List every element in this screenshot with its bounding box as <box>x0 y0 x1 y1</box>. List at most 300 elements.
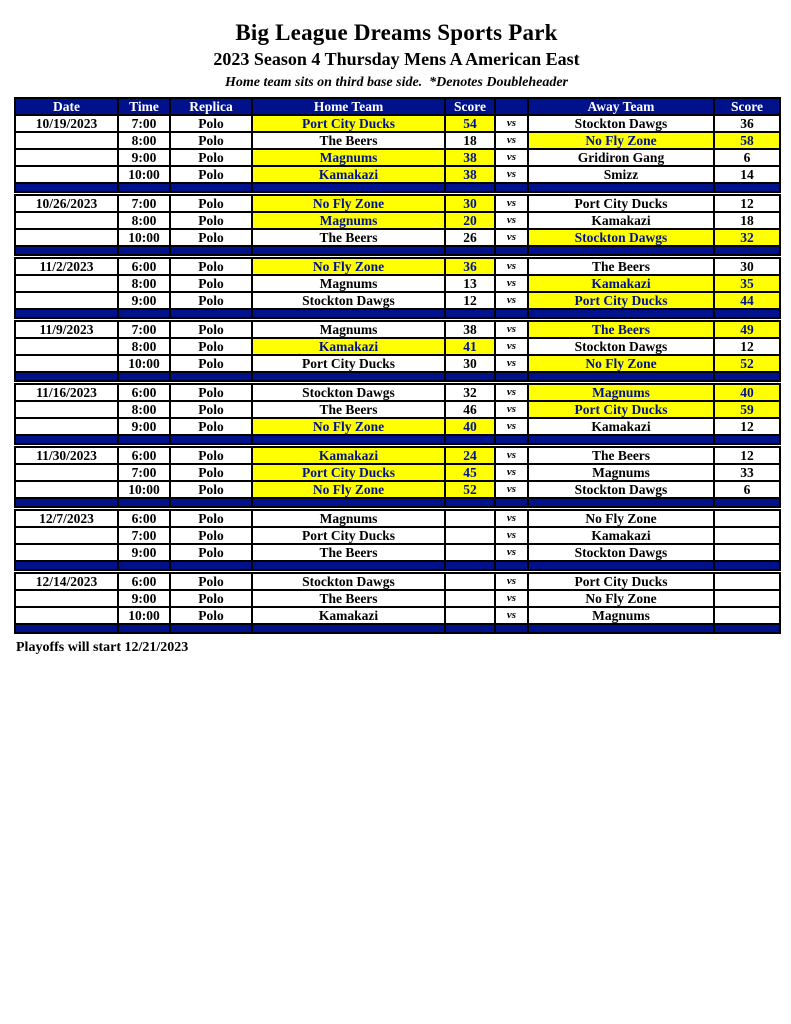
date-cell <box>15 149 118 166</box>
schedule-table <box>14 97 781 636</box>
time-cell: 6:00 <box>118 573 170 590</box>
game-row <box>15 166 780 183</box>
date-cell: 12/7/2023 <box>15 510 118 527</box>
replica-cell: Polo <box>170 166 252 183</box>
separator-cell <box>495 561 528 570</box>
away-score-cell <box>714 527 780 544</box>
game-row <box>15 607 780 624</box>
time-cell: 7:00 <box>118 115 170 132</box>
table-header-row <box>15 98 780 115</box>
home-team-cell: The Beers <box>252 590 445 607</box>
replica-cell: Polo <box>170 418 252 435</box>
home-team-cell: Kamakazi <box>252 447 445 464</box>
separator-cell <box>170 624 252 633</box>
away-team-cell: The Beers <box>528 258 714 275</box>
vs-cell: vs <box>495 321 528 338</box>
home-team-cell: Kamakazi <box>252 607 445 624</box>
game-row <box>15 464 780 481</box>
date-cell <box>15 607 118 624</box>
away-score-cell <box>714 510 780 527</box>
col-header-time: Time <box>118 98 170 115</box>
separator-cell <box>252 498 445 507</box>
separator-cell <box>252 309 445 318</box>
vs-cell: vs <box>495 418 528 435</box>
time-cell: 10:00 <box>118 607 170 624</box>
separator-cell <box>714 561 780 570</box>
away-team-cell: Magnums <box>528 607 714 624</box>
vs-cell: vs <box>495 292 528 309</box>
game-row <box>15 321 780 338</box>
separator-cell <box>15 624 118 633</box>
gap-cell <box>445 633 495 636</box>
separator-cell <box>445 246 495 255</box>
separator-cell <box>118 498 170 507</box>
col-header-away-team: Away Team <box>528 98 714 115</box>
game-row <box>15 481 780 498</box>
away-score-cell: 44 <box>714 292 780 309</box>
away-score-cell: 12 <box>714 195 780 212</box>
date-cell <box>15 401 118 418</box>
separator-cell <box>495 183 528 192</box>
game-row <box>15 355 780 372</box>
away-team-cell: No Fly Zone <box>528 510 714 527</box>
vs-cell: vs <box>495 149 528 166</box>
replica-cell: Polo <box>170 275 252 292</box>
replica-cell: Polo <box>170 212 252 229</box>
away-team-cell: Magnums <box>528 464 714 481</box>
home-score-cell <box>445 527 495 544</box>
separator-cell <box>714 309 780 318</box>
home-team-cell: Kamakazi <box>252 166 445 183</box>
vs-cell: vs <box>495 447 528 464</box>
vs-cell: vs <box>495 258 528 275</box>
col-header-away-score: Score <box>714 98 780 115</box>
home-score-cell: 41 <box>445 338 495 355</box>
away-team-cell: Magnums <box>528 384 714 401</box>
vs-cell: vs <box>495 481 528 498</box>
date-cell <box>15 418 118 435</box>
game-row <box>15 401 780 418</box>
replica-cell: Polo <box>170 401 252 418</box>
gap-cell <box>15 633 118 636</box>
home-team-cell: Port City Ducks <box>252 464 445 481</box>
col-header-vs <box>495 98 528 115</box>
date-cell: 10/26/2023 <box>15 195 118 212</box>
date-cell <box>15 212 118 229</box>
away-team-cell: Kamakazi <box>528 212 714 229</box>
away-score-cell: 33 <box>714 464 780 481</box>
game-row <box>15 195 780 212</box>
separator-cell <box>495 498 528 507</box>
away-score-cell: 35 <box>714 275 780 292</box>
game-row <box>15 384 780 401</box>
vs-cell: vs <box>495 229 528 246</box>
replica-cell: Polo <box>170 355 252 372</box>
replica-cell: Polo <box>170 384 252 401</box>
replica-cell: Polo <box>170 115 252 132</box>
vs-cell: vs <box>495 384 528 401</box>
home-score-cell: 26 <box>445 229 495 246</box>
home-score-cell: 38 <box>445 149 495 166</box>
home-score-cell: 30 <box>445 355 495 372</box>
date-cell: 11/2/2023 <box>15 258 118 275</box>
home-team-cell: No Fly Zone <box>252 418 445 435</box>
game-row <box>15 544 780 561</box>
separator-cell <box>15 183 118 192</box>
separator-cell <box>252 561 445 570</box>
game-row <box>15 275 780 292</box>
separator-cell <box>118 183 170 192</box>
separator-cell <box>528 183 714 192</box>
home-team-cell: No Fly Zone <box>252 195 445 212</box>
time-cell: 7:00 <box>118 527 170 544</box>
away-score-cell: 14 <box>714 166 780 183</box>
separator-cell <box>714 498 780 507</box>
replica-cell: Polo <box>170 607 252 624</box>
separator-cell <box>170 561 252 570</box>
home-team-cell: Magnums <box>252 510 445 527</box>
away-team-cell: Stockton Dawgs <box>528 115 714 132</box>
vs-cell: vs <box>495 573 528 590</box>
separator-row <box>15 183 780 192</box>
away-team-cell: Port City Ducks <box>528 401 714 418</box>
vs-cell: vs <box>495 115 528 132</box>
time-cell: 7:00 <box>118 195 170 212</box>
time-cell: 10:00 <box>118 166 170 183</box>
home-team-cell: Port City Ducks <box>252 115 445 132</box>
separator-row <box>15 246 780 255</box>
game-row <box>15 418 780 435</box>
away-team-cell: The Beers <box>528 321 714 338</box>
replica-cell: Polo <box>170 510 252 527</box>
separator-cell <box>495 372 528 381</box>
home-team-cell: Port City Ducks <box>252 527 445 544</box>
date-cell <box>15 275 118 292</box>
away-team-cell: Kamakazi <box>528 418 714 435</box>
away-team-cell: No Fly Zone <box>528 132 714 149</box>
away-team-cell: The Beers <box>528 447 714 464</box>
time-cell: 8:00 <box>118 212 170 229</box>
separator-row <box>15 624 780 633</box>
separator-cell <box>15 309 118 318</box>
separator-cell <box>495 246 528 255</box>
away-score-cell: 12 <box>714 447 780 464</box>
home-score-cell <box>445 510 495 527</box>
separator-cell <box>15 372 118 381</box>
home-score-cell: 18 <box>445 132 495 149</box>
home-score-cell: 12 <box>445 292 495 309</box>
date-cell: 12/14/2023 <box>15 573 118 590</box>
separator-cell <box>15 246 118 255</box>
separator-cell <box>118 624 170 633</box>
date-cell <box>15 590 118 607</box>
game-row <box>15 212 780 229</box>
game-row <box>15 258 780 275</box>
away-score-cell: 36 <box>714 115 780 132</box>
date-cell: 11/30/2023 <box>15 447 118 464</box>
separator-row <box>15 372 780 381</box>
replica-cell: Polo <box>170 195 252 212</box>
replica-cell: Polo <box>170 132 252 149</box>
separator-cell <box>528 309 714 318</box>
vs-cell: vs <box>495 510 528 527</box>
time-cell: 9:00 <box>118 544 170 561</box>
replica-cell: Polo <box>170 573 252 590</box>
date-cell <box>15 229 118 246</box>
game-row <box>15 510 780 527</box>
separator-cell <box>118 561 170 570</box>
separator-cell <box>15 498 118 507</box>
separator-cell <box>714 372 780 381</box>
game-row <box>15 132 780 149</box>
home-score-cell <box>445 544 495 561</box>
home-score-cell: 38 <box>445 166 495 183</box>
separator-cell <box>252 435 445 444</box>
replica-cell: Polo <box>170 590 252 607</box>
home-score-cell: 45 <box>445 464 495 481</box>
date-cell: 11/9/2023 <box>15 321 118 338</box>
replica-cell: Polo <box>170 527 252 544</box>
time-cell: 9:00 <box>118 590 170 607</box>
home-team-cell: Magnums <box>252 212 445 229</box>
playoffs-note: Playoffs will start 12/21/2023 <box>16 640 189 655</box>
col-header-home-score: Score <box>445 98 495 115</box>
away-score-cell: 30 <box>714 258 780 275</box>
time-cell: 9:00 <box>118 418 170 435</box>
away-team-cell: No Fly Zone <box>528 590 714 607</box>
replica-cell: Polo <box>170 481 252 498</box>
away-score-cell: 40 <box>714 384 780 401</box>
time-cell: 6:00 <box>118 510 170 527</box>
separator-cell <box>252 246 445 255</box>
separator-cell <box>528 435 714 444</box>
home-score-cell <box>445 590 495 607</box>
date-cell <box>15 292 118 309</box>
separator-cell <box>714 624 780 633</box>
home-score-cell: 54 <box>445 115 495 132</box>
separator-cell <box>714 435 780 444</box>
separator-cell <box>118 246 170 255</box>
away-team-cell: No Fly Zone <box>528 355 714 372</box>
away-team-cell: Stockton Dawgs <box>528 544 714 561</box>
date-cell <box>15 464 118 481</box>
separator-cell <box>445 498 495 507</box>
separator-cell <box>170 435 252 444</box>
game-row <box>15 115 780 132</box>
time-cell: 6:00 <box>118 447 170 464</box>
date-cell: 11/16/2023 <box>15 384 118 401</box>
vs-cell: vs <box>495 401 528 418</box>
away-team-cell: Gridiron Gang <box>528 149 714 166</box>
date-cell <box>15 355 118 372</box>
separator-cell <box>495 435 528 444</box>
date-cell <box>15 166 118 183</box>
gap-cell <box>528 633 714 636</box>
away-score-cell <box>714 607 780 624</box>
away-score-cell: 6 <box>714 481 780 498</box>
page-title: Big League Dreams Sports Park <box>235 20 558 45</box>
away-score-cell: 12 <box>714 418 780 435</box>
separator-cell <box>170 183 252 192</box>
date-cell <box>15 132 118 149</box>
vs-cell: vs <box>495 132 528 149</box>
time-cell: 7:00 <box>118 464 170 481</box>
away-team-cell: Port City Ducks <box>528 573 714 590</box>
home-team-cell: No Fly Zone <box>252 258 445 275</box>
away-team-cell: Kamakazi <box>528 527 714 544</box>
separator-cell <box>15 561 118 570</box>
home-team-cell: Magnums <box>252 321 445 338</box>
away-score-cell <box>714 573 780 590</box>
gap-cell <box>495 633 528 636</box>
time-cell: 8:00 <box>118 132 170 149</box>
vs-cell: vs <box>495 590 528 607</box>
page-subtitle: 2023 Season 4 Thursday Mens A American East <box>213 49 580 69</box>
separator-cell <box>118 372 170 381</box>
schedule-body <box>15 115 780 636</box>
separator-cell <box>445 372 495 381</box>
home-score-cell: 13 <box>445 275 495 292</box>
away-team-cell: Port City Ducks <box>528 195 714 212</box>
gap-cell <box>118 633 170 636</box>
home-score-cell: 40 <box>445 418 495 435</box>
date-cell <box>15 481 118 498</box>
home-score-cell: 46 <box>445 401 495 418</box>
time-cell: 7:00 <box>118 321 170 338</box>
replica-cell: Polo <box>170 321 252 338</box>
away-score-cell: 52 <box>714 355 780 372</box>
vs-cell: vs <box>495 195 528 212</box>
separator-cell <box>252 624 445 633</box>
away-score-cell: 49 <box>714 321 780 338</box>
away-score-cell: 59 <box>714 401 780 418</box>
home-score-cell: 30 <box>445 195 495 212</box>
separator-cell <box>528 372 714 381</box>
separator-cell <box>252 372 445 381</box>
replica-cell: Polo <box>170 258 252 275</box>
game-row <box>15 338 780 355</box>
separator-cell <box>445 183 495 192</box>
home-score-cell <box>445 607 495 624</box>
away-team-cell: Kamakazi <box>528 275 714 292</box>
away-team-cell: Port City Ducks <box>528 292 714 309</box>
home-team-cell: Kamakazi <box>252 338 445 355</box>
date-cell <box>15 527 118 544</box>
away-score-cell: 32 <box>714 229 780 246</box>
time-cell: 9:00 <box>118 149 170 166</box>
home-team-cell: Magnums <box>252 275 445 292</box>
home-score-cell: 32 <box>445 384 495 401</box>
replica-cell: Polo <box>170 229 252 246</box>
separator-cell <box>445 624 495 633</box>
vs-cell: vs <box>495 355 528 372</box>
separator-cell <box>118 435 170 444</box>
date-cell: 10/19/2023 <box>15 115 118 132</box>
home-score-cell: 36 <box>445 258 495 275</box>
game-row <box>15 527 780 544</box>
home-team-cell: The Beers <box>252 132 445 149</box>
away-score-cell: 6 <box>714 149 780 166</box>
home-team-cell: The Beers <box>252 401 445 418</box>
gap-cell <box>714 633 780 636</box>
replica-cell: Polo <box>170 149 252 166</box>
home-team-cell: Magnums <box>252 149 445 166</box>
vs-cell: vs <box>495 544 528 561</box>
time-cell: 6:00 <box>118 258 170 275</box>
gap-row <box>15 633 780 636</box>
col-header-date: Date <box>15 98 118 115</box>
home-score-cell: 52 <box>445 481 495 498</box>
away-score-cell <box>714 544 780 561</box>
away-score-cell: 18 <box>714 212 780 229</box>
separator-cell <box>714 246 780 255</box>
home-team-note: Home team sits on third base side. *Denotes Doubleheader <box>225 75 568 90</box>
vs-cell: vs <box>495 607 528 624</box>
separator-cell <box>495 624 528 633</box>
separator-cell <box>528 624 714 633</box>
vs-cell: vs <box>495 275 528 292</box>
separator-cell <box>528 561 714 570</box>
separator-cell <box>445 435 495 444</box>
time-cell: 6:00 <box>118 384 170 401</box>
separator-cell <box>170 309 252 318</box>
col-header-replica: Replica <box>170 98 252 115</box>
away-team-cell: Stockton Dawgs <box>528 229 714 246</box>
home-team-cell: Stockton Dawgs <box>252 292 445 309</box>
home-score-cell: 20 <box>445 212 495 229</box>
home-team-cell: The Beers <box>252 544 445 561</box>
time-cell: 10:00 <box>118 229 170 246</box>
home-team-cell: Stockton Dawgs <box>252 384 445 401</box>
separator-row <box>15 309 780 318</box>
separator-cell <box>528 246 714 255</box>
away-team-cell: Smizz <box>528 166 714 183</box>
vs-cell: vs <box>495 166 528 183</box>
separator-row <box>15 561 780 570</box>
time-cell: 8:00 <box>118 401 170 418</box>
away-score-cell: 12 <box>714 338 780 355</box>
separator-cell <box>170 372 252 381</box>
separator-cell <box>495 309 528 318</box>
game-row <box>15 447 780 464</box>
home-team-cell: Port City Ducks <box>252 355 445 372</box>
away-score-cell: 58 <box>714 132 780 149</box>
home-score-cell: 24 <box>445 447 495 464</box>
replica-cell: Polo <box>170 292 252 309</box>
separator-cell <box>170 246 252 255</box>
time-cell: 10:00 <box>118 355 170 372</box>
separator-cell <box>170 498 252 507</box>
separator-cell <box>528 498 714 507</box>
date-cell <box>15 338 118 355</box>
separator-cell <box>252 183 445 192</box>
separator-cell <box>445 561 495 570</box>
game-row <box>15 149 780 166</box>
separator-cell <box>445 309 495 318</box>
home-team-cell: The Beers <box>252 229 445 246</box>
away-score-cell <box>714 590 780 607</box>
replica-cell: Polo <box>170 544 252 561</box>
game-row <box>15 573 780 590</box>
game-row <box>15 292 780 309</box>
replica-cell: Polo <box>170 447 252 464</box>
separator-cell <box>118 309 170 318</box>
game-row <box>15 229 780 246</box>
date-cell <box>15 544 118 561</box>
time-cell: 8:00 <box>118 275 170 292</box>
separator-cell <box>714 183 780 192</box>
replica-cell: Polo <box>170 464 252 481</box>
